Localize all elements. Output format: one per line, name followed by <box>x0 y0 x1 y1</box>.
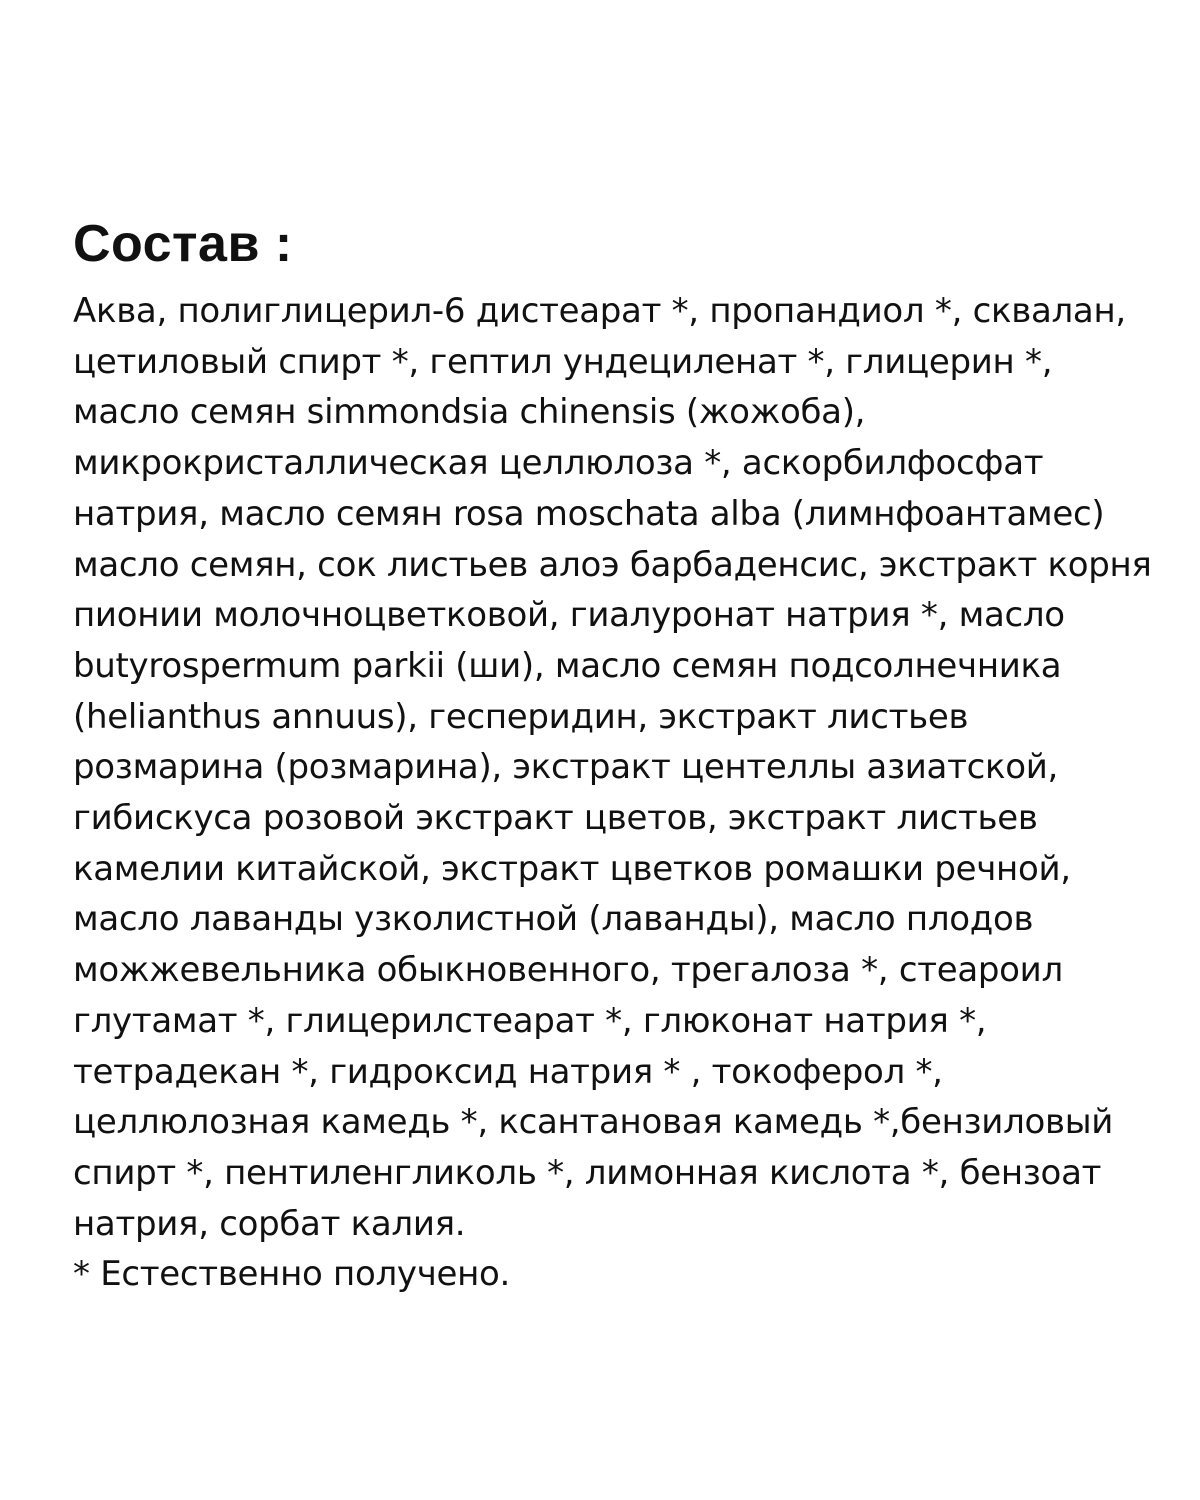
ingredients-line: глутамат *, глицерилстеарат *, глюконат натрия *, <box>73 1000 987 1041</box>
ingredients-line: масло лаванды узколистной (лаванды), масло плодов <box>73 899 1034 940</box>
ingredients-line: масло семян, сок листьев алоэ барбаденсис, экстракт корня <box>73 544 1152 585</box>
ingredients-line: гибискуса розовой экстракт цветов, экстракт листьев <box>73 798 1038 839</box>
ingredients-line: розмарина (розмарина), экстракт центеллы азиатской, <box>73 747 1059 788</box>
ingredients-line: натрия, масло семян rosa moschata alba (лимнфоантамес) <box>73 493 1105 534</box>
ingredients-list <box>73 286 1183 1249</box>
ingredients-line: Аква, полиглицерил-6 дистеарат *, пропандиол *, сквалан, <box>73 291 1126 331</box>
ingredients-line: цетиловый спирт *, гептил ундециленат *, глицерин *, <box>73 341 1053 382</box>
page-title: Состав : <box>73 215 293 273</box>
ingredients-line: масло семян simmondsia chinensis (жожоба), <box>73 392 866 433</box>
ingredients-line: можжевельника обыкновенного, трегалоза *, стеароил <box>73 950 1063 991</box>
ingredients-document <box>73 214 1183 1300</box>
ingredients-line: пионии молочноцветковой, гиалуронат натрия *, масло <box>73 595 1065 636</box>
ingredients-line: тетрадекан *, гидроксид натрия * , токоферол *, <box>73 1051 943 1092</box>
ingredients-line: спирт *, пентиленгликоль *, лимонная кислота *, бензоат <box>73 1152 1102 1193</box>
ingredients-line: натрия, сорбат калия. <box>73 1203 466 1244</box>
ingredients-line: butyrospermum parkii (ши), масло семян подсолнечника <box>73 645 1062 686</box>
footnote: * Естественно получено. <box>73 1254 511 1295</box>
ingredients-line: (helianthus annuus), гесперидин, экстракт листьев <box>73 696 969 737</box>
ingredients-line: микрокристаллическая целлюлоза *, аскорбилфосфат <box>73 443 1044 484</box>
ingredients-line: целлюлозная камедь *, ксантановая камедь *,бензиловый <box>73 1102 1114 1143</box>
ingredients-line: камелии китайской, экстракт цветков ромашки речной, <box>73 848 1071 889</box>
